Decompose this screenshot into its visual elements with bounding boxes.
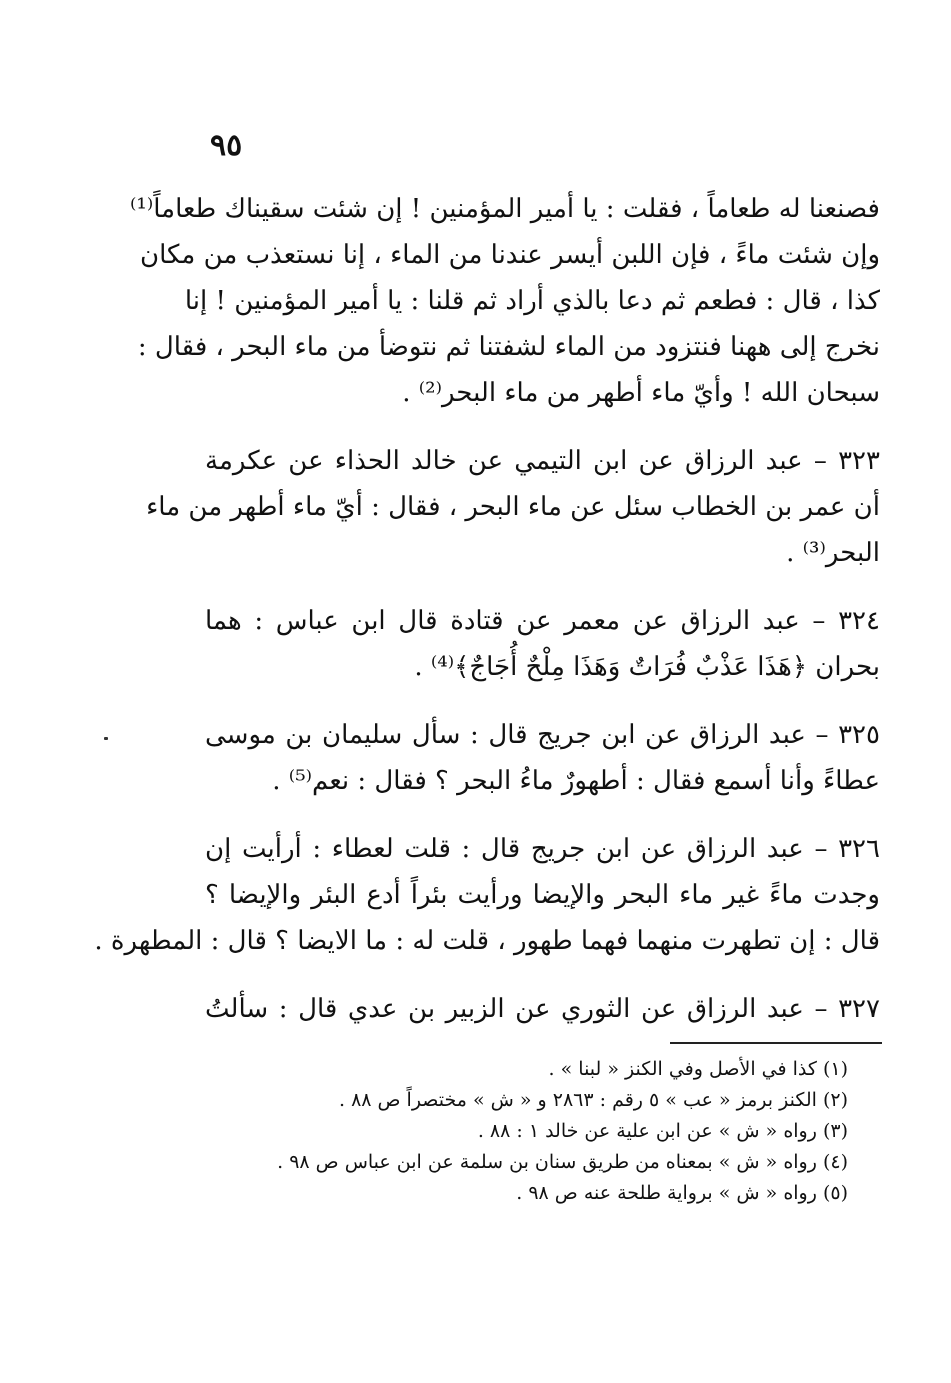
footnote: (٤) رواه « ش » بمعناه من طريق سنان بن سلمة عن ابن عباس ص ٩٨ . bbox=[277, 1151, 848, 1173]
text-line: عطاءً وأنا أسمع فقال : أطهورٌ ماءُ البحر ؟ فقال : نعم⁽⁵⁾ . bbox=[272, 766, 880, 796]
text-line: نخرج إلى ههنا فنتزود من الماء لشفتنا ثم نتوضأ من ماء البحر ، فقال : bbox=[137, 332, 880, 362]
text-line: وجدت ماءً غير ماء البحر والإيضا ورأيت بئراً أدع البئر والإيضا ؟ bbox=[205, 880, 880, 910]
text-line: ٣٢٣ – عبد الرزاق عن ابن التيمي عن خالد الحذاء عن عكرمة bbox=[205, 446, 880, 476]
main-text bbox=[94, 186, 880, 1032]
text-line: ٣٢٥ – عبد الرزاق عن ابن جريج قال : سأل سليمان بن موسى bbox=[205, 720, 880, 750]
paragraph-326 bbox=[94, 826, 880, 964]
footnote: (٥) رواه « ش » برواية طلحة عنه ص ٩٨ . bbox=[516, 1182, 848, 1204]
paragraph-324 bbox=[205, 598, 880, 690]
text-line: ٣٢٤ – عبد الرزاق عن معمر عن قتادة قال ابن عباس : هما bbox=[205, 606, 880, 636]
paragraph-327 bbox=[205, 986, 880, 1032]
paragraph-intro bbox=[130, 186, 880, 416]
scan-speck bbox=[104, 737, 108, 740]
text-line: بحران ﴿هَذَا عَذْبٌ فُرَاتٌ وَهَذَا مِلْحٌ أُجَاجٌ﴾⁽⁴⁾ . bbox=[414, 652, 880, 682]
text-line: قال : إن تطهرت منهما فهما طهور ، قلت له : ما الايضا ؟ قال : المطهرة . bbox=[94, 926, 880, 956]
text-line: ٣٢٦ – عبد الرزاق عن ابن جريج قال : قلت لعطاء : أرأيت إن bbox=[205, 834, 880, 864]
footnotes bbox=[277, 1054, 848, 1209]
footnote: (١) كذا في الأصل وفي الكنز « لبنا » . bbox=[548, 1058, 848, 1080]
text-line: أن عمر بن الخطاب سئل عن ماء البحر ، فقال : أيّ ماء أطهر من ماء bbox=[146, 492, 880, 522]
text-line: كذا ، قال : فطعم ثم دعا بالذي أراد ثم قلنا : يا أمير المؤمنين ! إنا bbox=[184, 286, 880, 316]
page-number: ٩٥ bbox=[210, 128, 243, 163]
text-line: فصنعنا له طعاماً ، فقلت : يا أمير المؤمنين ! إن شئت سقيناك طعاماً⁽¹⁾ bbox=[130, 194, 880, 224]
text-line: وإن شئت ماءً ، فإن اللبن أيسر عندنا من الماء ، إنا نستعذب من مكان bbox=[140, 240, 880, 270]
footnote: (٢) الكنز برمز « عب » ٥ رقم : ٢٨٦٣ و « ش » مختصراً ص ٨٨ . bbox=[338, 1089, 848, 1111]
text-line: ٣٢٧ – عبد الرزاق عن الثوري عن الزبير بن عدي قال : سألتُ bbox=[205, 994, 880, 1024]
paragraph-325 bbox=[205, 712, 880, 804]
paragraph-323 bbox=[146, 438, 880, 576]
footnote: (٣) رواه « ش » عن ابن علية عن خالد ١ : ٨٨ . bbox=[477, 1120, 848, 1142]
text-line: البحر⁽³⁾ . bbox=[786, 538, 880, 568]
text-line: سبحان الله ! وأيّ ماء أطهر من ماء البحر⁽²⁾ . bbox=[402, 378, 880, 408]
footnote-divider bbox=[670, 1042, 882, 1044]
